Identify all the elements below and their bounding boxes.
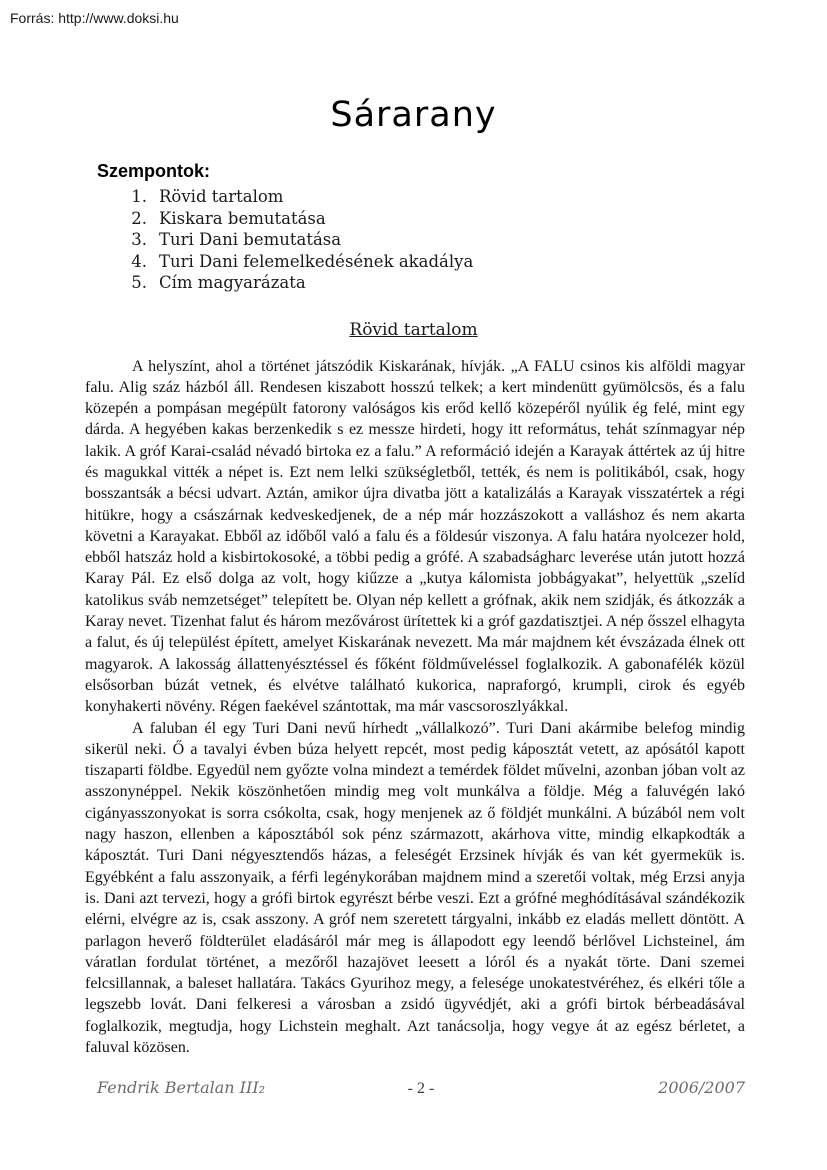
summary-paragraph-1: A helyszínt, ahol a történet játszódik Kiskarának, hívják. „A FALU csinos kis alföldi magyar falu. Alig száz házból áll. Rendesen kiszabott hosszú telkek; a kert mindenütt gyümölcsös, és a falu közepén a pompásan megépült fatorony valóságos kis erőd kellő közepéről nyúlik ég felé, mint egy dárda. A hegyében kakas berzenkedik s ez messze hirdeti, hogy itt református, tehát színmagyar nép lakik. A gróf Karai-család névadó birtoka ez a falu.” A reformáció idején a Karayak áttértek az új hitre és magukkal vitték a népet is. Ezt nem lelki szükségletből, tették, és nem is politikából, csak, hogy bosszantsák a bécsi udvart. Aztán, amikor újra divatba jött a katalizálás a Karayak visszatértek a régi hitükre, hogy a császárnak kedveskedjenek, de a nép már hozzászokott a valláshoz és nem akarta követni a Karayakat. Ebből az időből való a falu és a földesúr viszonya. A falu határa nyolcezer hold, ebből hatszáz hold a kisbirtokosoké, a többi pedig a grófé. A szabadságharc leverése után jutott hozzá Karay Pál. Ez első dolga az volt, hogy kiűzze a „kutya kálomista jobbágyakat”, helyettük „szelíd katolikus sváb nemzetséget” telepített be. Olyan nép kellett a grófnak, akik nem szidják, és átkozzák a Karay nevet. Tizenhat falut és három mezővárost ürítettek ki a gróf gazdatisztjei. A nép ősszel elhagyta a falut, és új települést épített, amelyet Kiskarának nevezett. Ma már majdnem két évszázada élnek ott magyarok. A lakosság állattenyésztéssel és főként földműveléssel foglalkozik. A gabonafélék közül elsősorban búzát vetnek, és elvétve található kukorica, napraforgó, krumpli, cirok és egyéb konyhakerti növény. Régen faekével szántottak, ma már vascsoroszlyákkal. (85, 357, 745, 716)
list-item (123, 208, 745, 230)
list-item-number: 3. (131, 230, 147, 249)
page-footer (97, 1078, 745, 1098)
document-title: Sárarany (330, 95, 497, 135)
list-item-label: Kiskara bemutatása (159, 208, 326, 228)
list-item-label: Rövid tartalom (159, 187, 284, 206)
list-item (123, 229, 745, 251)
list-item (123, 251, 745, 273)
list-item-label: Turi Dani bemutatása (159, 230, 342, 249)
footer-author: Fendrik Bertalan III₂ (97, 1078, 266, 1097)
list-item-number: 1. (131, 187, 147, 206)
list-item-number: 4. (131, 251, 147, 271)
summary-paragraph-2: A faluban él egy Turi Dani nevű hírhedt „vállalkozó”. Turi Dani akármibe belefog mindig sikerül neki. Ő a tavalyi évben búza helyett repcét, most pedig káposztát vetett, az apósától kapott tiszaparti földbe. Egyedül nem győzte volna mindezt a temérdek földet művelni, azonban jóban volt az asszonynéppel. Nekik köszönhetően mindig meg volt munkálva a földje. Még a faluvégén lakó cigányasszonyokat is sorra csókolta, csak, hogy menjenek az ő földjét munkálni. A búzából nem volt nagy haszon, ellenben a káposztából sok pénz származott, akárhova vitte, mindig elkapkodták a káposztát. Turi Dani négyesztendős házas, a feleségét Erzsinek hívják és van két gyermekük is. Egyébként a falu asszonyaik, a férfi legénykorában majdnem mind a szeretői voltak, még Erzsi anyja is. Dani azt tervezi, hogy a grófi birtok egyrészt bérbe veszi. Ezt a grófné meghódításával szándékozik elérni, elvégre az is, csak asszony. A gróf nem szeretett tárgyalni, inkább ez eladás mellett döntött. A parlagon heverő földterület eladásáról már meg is állapodott egy leendő bérlővel Lichsteinel, ám váratlan fordulat történet, a mezőről hazajövet leesett a lóról és a nyakát törte. Dani szemei felcsillannak, a baleset hallatára. Takács Gyurihoz megy, a felesége unokatestvéréhez, és elkéri tőle a legszebb lovát. Dani felkeresi a városban a zsidó ügyvédjét, aki a grófi birtok bérbeadásával foglalkozik, megtudja, hogy Lichstein meghalt. Azt tanácsolja, hogy vegye át az egész bérletet, a faluval közösen. (85, 719, 745, 1056)
source-url-note: Forrás: http://www.doksi.hu (10, 10, 179, 26)
list-item-label: Turi Dani felemelkedésének akadálya (159, 251, 474, 271)
footer-page-number: - 2 - (407, 1080, 435, 1097)
outline-section (97, 161, 745, 294)
list-item (123, 272, 745, 294)
outline-list (123, 186, 745, 294)
list-item-number: 5. (131, 273, 147, 292)
section-heading: Rövid tartalom (349, 319, 478, 340)
list-item-label: Cím magyarázata (159, 273, 306, 292)
summary-body (85, 356, 745, 1059)
footer-school-year: 2006/2007 (658, 1078, 745, 1097)
list-item-number: 2. (131, 208, 147, 228)
outline-heading: Szempontok: (97, 161, 211, 181)
list-item (123, 186, 745, 208)
